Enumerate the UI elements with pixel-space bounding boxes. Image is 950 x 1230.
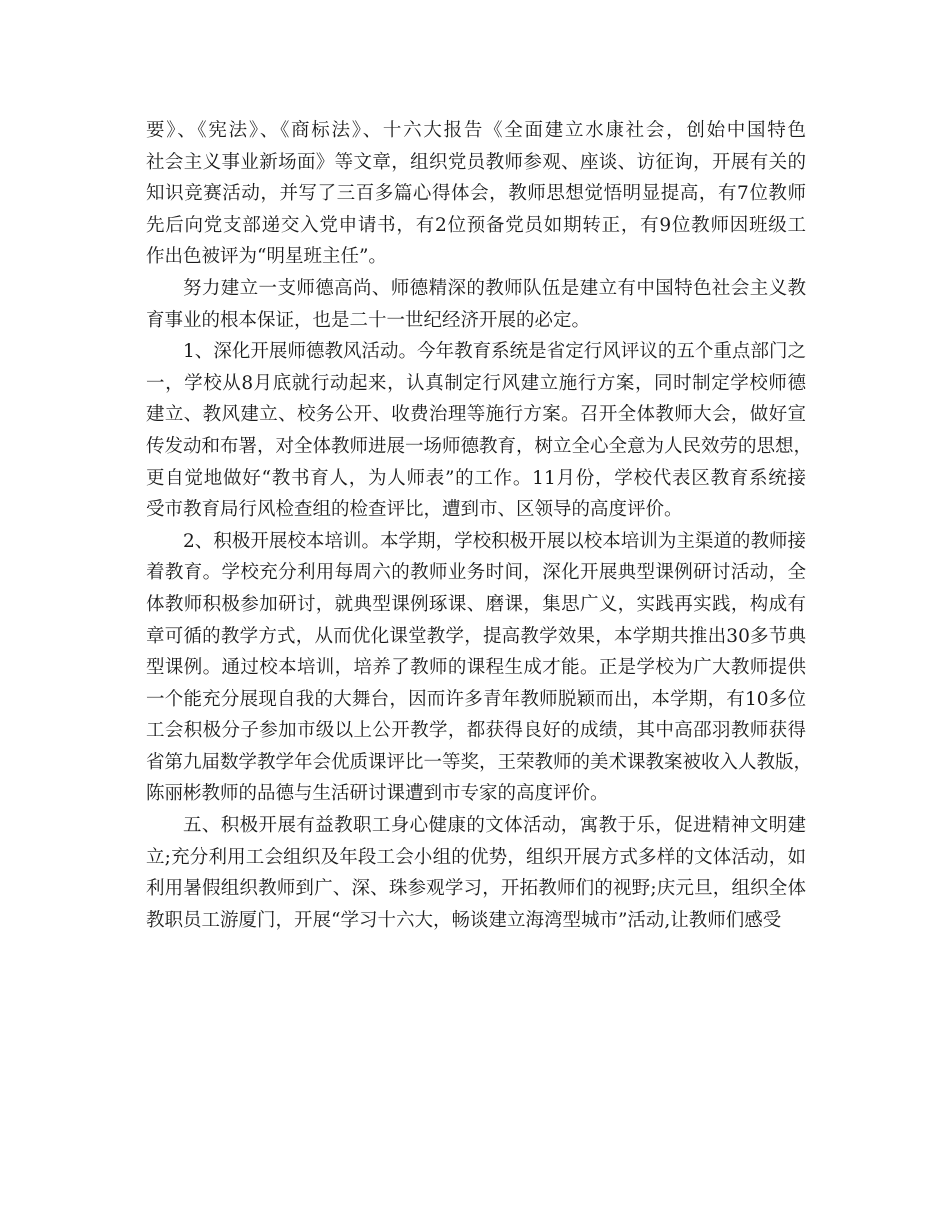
- paragraph: [146, 526, 813, 810]
- text-line: 知识竞赛活动，并写了三百多篇心得体会，教师思想觉悟明显提高，有7位教师: [146, 183, 806, 205]
- text-line: 育事业的根本保证，也是二十一世纪经济开展的必定。: [146, 309, 591, 331]
- text-line: 作出色被评为“明星班主任”。: [146, 246, 387, 268]
- text-line: 陈丽彬教师的品德与生活研讨课遭到市专家的高度评价。: [146, 783, 609, 805]
- text-line: 先后向党支部递交入党申请书，有2位预备党员如期转正，有9位教师因班级工: [146, 214, 806, 236]
- paragraph: [146, 810, 806, 936]
- text-line: 省第九届数学教学年会优质课评比一等奖，王荣教师的美术课教案被收入人教版，: [146, 751, 813, 773]
- text-line: 利用暑假组织教师到广、深、珠参观学习，开拓教师们的视野;庆元旦，组织全体: [146, 878, 806, 900]
- text-line: 着教育。学校充分利用每周六的教师业务时间，深化开展典型课例研讨活动，全: [146, 562, 806, 584]
- text-line: 更自觉地做好“教书育人，为人师表”的工作。11月份，学校代表区教育系统接: [146, 467, 806, 489]
- text-line: 教职员工游厦门，开展“学习十六大，畅谈建立海湾型城市”活动,让教师们感受: [146, 909, 782, 931]
- text-line: 1、深化开展师德教风活动。今年教育系统是省定行风评议的五个重点部门之: [183, 341, 806, 363]
- text-line: 努力建立一支师德高尚、师德精深的教师队伍是建立有中国特色社会主义教: [183, 277, 806, 299]
- text-line: 社会主义事业新场面》等文章，组织党员教师参观、座谈、访征询，开展有关的: [146, 151, 806, 173]
- text-line: 一个能充分展现自我的大舞台，因而许多青年教师脱颖而出，本学期，有10多位: [146, 688, 806, 710]
- paragraph: [146, 115, 806, 273]
- text-line: 一，学校从8月底就行动起来，认真制定行风建立施行方案，同时制定学校师德: [146, 372, 806, 394]
- paragraph: [146, 273, 806, 336]
- paragraph: [146, 336, 813, 526]
- text-line: 要》、《宪法》、《商标法》、十六大报告《全面建立水康社会，创始中国特色: [146, 120, 806, 141]
- text-line: 体教师积极参加研讨，就典型课例琢课、磨课，集思广义，实践再实践，构成有: [146, 593, 806, 615]
- text-line: 受市教育局行风检查组的检查评比，遭到市、区领导的高度评价。: [146, 499, 683, 521]
- text-line: 五、积极开展有益教职工身心健康的文体活动，寓教于乐，促进精神文明建: [183, 815, 806, 837]
- text-line: 型课例。通过校本培训，培养了教师的课程生成才能。正是学校为广大教师提供: [146, 657, 806, 679]
- text-line: 章可循的教学方式，从而优化课堂教学，提高教学效果，本学期共推出30多节典: [146, 625, 806, 647]
- text-line: 立;充分利用工会组织及年段工会小组的优势，组织开展方式多样的文体活动，如: [146, 846, 806, 868]
- document-body: [146, 115, 813, 936]
- text-line: 传发动和布署，对全体教师进展一场师德教育，树立全心全意为人民效劳的思想，: [146, 435, 813, 457]
- text-line: 2、积极开展校本培训。本学期，学校积极开展以校本培训为主渠道的教师接: [183, 530, 806, 552]
- text-line: 工会积极分子参加市级以上公开教学，都获得良好的成绩，其中高邵羽教师获得: [146, 720, 806, 742]
- text-line: 建立、教风建立、校务公开、收费治理等施行方案。召开全体教师大会，做好宣: [146, 404, 806, 426]
